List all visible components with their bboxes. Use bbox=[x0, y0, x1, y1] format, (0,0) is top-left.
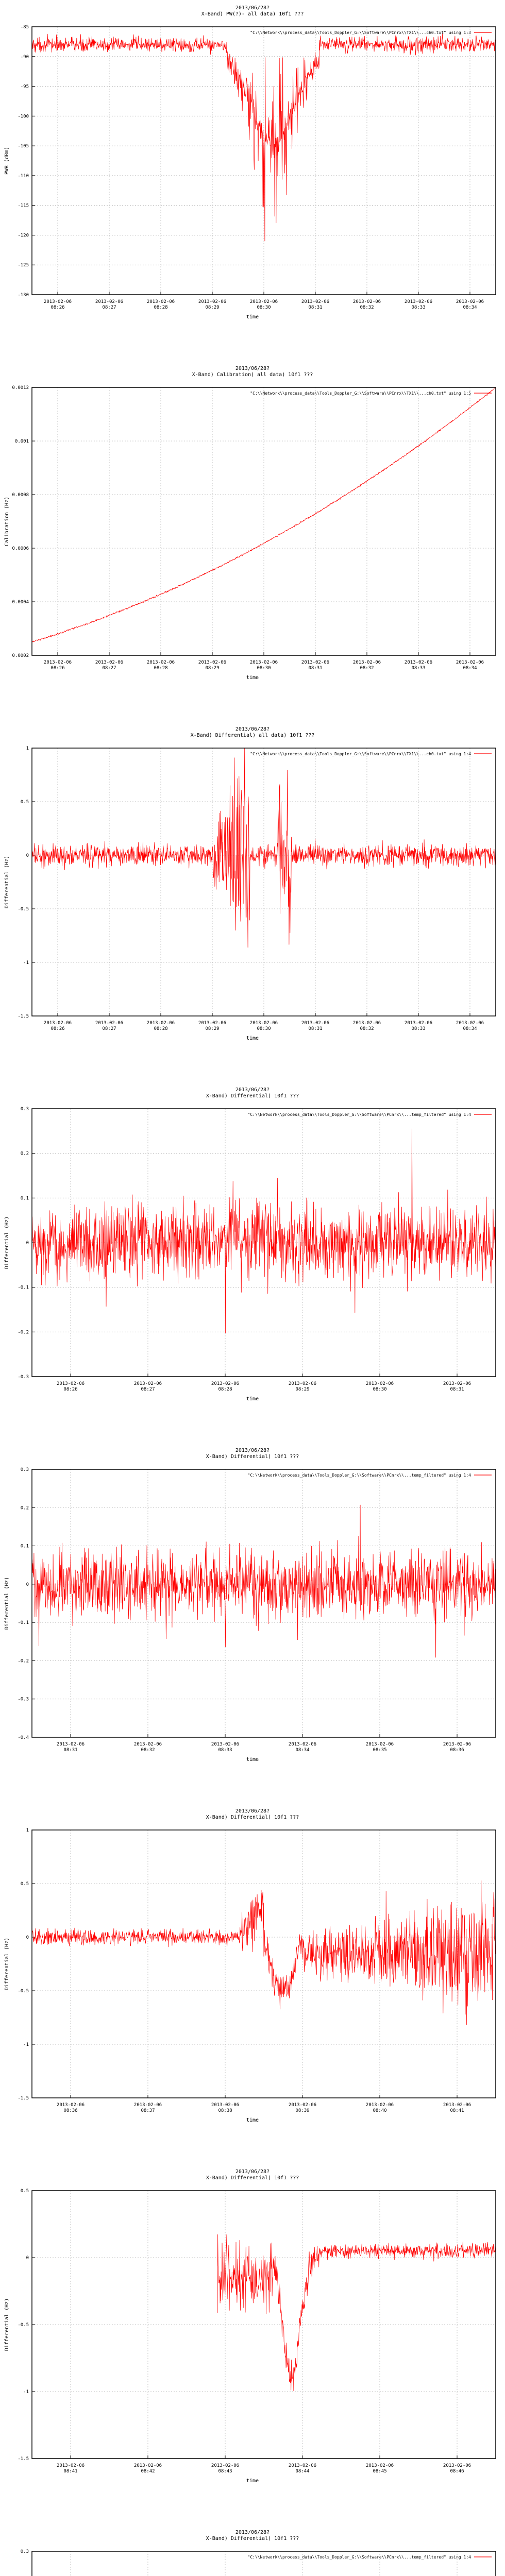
x-tick-label: 2013-02-06 08:32 bbox=[133, 1742, 162, 1753]
y-axis-label: Differential (Hz) bbox=[4, 1577, 10, 1630]
x-tick-label: 2013-02-06 08:29 bbox=[198, 660, 227, 671]
y-tick-label: -0.3 bbox=[18, 1375, 29, 1380]
y-tick-label: 0.0012 bbox=[12, 385, 29, 391]
y-tick-label: 0 bbox=[26, 853, 29, 858]
x-tick-label: 2013-02-06 08:39 bbox=[288, 2103, 317, 2113]
chart-subtitle: X-Band) Differential) 10f1 ??? bbox=[206, 1454, 299, 1460]
y-axis-label: PWR (dBm) bbox=[4, 146, 10, 175]
x-tick-label: 2013-02-06 08:43 bbox=[211, 2463, 240, 2474]
x-tick-label: 2013-02-06 08:34 bbox=[288, 1742, 317, 1753]
y-tick-label: -0.2 bbox=[18, 1658, 29, 1664]
chart-title: 2013/06/28? bbox=[235, 366, 270, 371]
y-tick-label: 0.3 bbox=[20, 1467, 29, 1472]
y-tick-label: 0 bbox=[26, 1935, 29, 1940]
y-tick-label: -0.5 bbox=[18, 2323, 29, 2328]
y-tick-label: 0.001 bbox=[14, 439, 29, 444]
x-tick-label: 2013-02-06 08:45 bbox=[365, 2463, 394, 2474]
y-tick-label: 0.1 bbox=[20, 1196, 29, 1201]
x-axis-label: time bbox=[246, 1396, 259, 1402]
chart-subtitle: X-Band) Differential) all data) 10f1 ??? bbox=[190, 733, 315, 738]
x-tick-label: 2013-02-06 08:38 bbox=[211, 2103, 240, 2113]
x-tick-label: 2013-02-06 08:33 bbox=[404, 660, 433, 671]
x-tick-label: 2013-02-06 08:26 bbox=[43, 1021, 72, 1031]
x-tick-label: 2013-02-06 08:41 bbox=[443, 2103, 472, 2113]
x-tick-label: 2013-02-06 08:27 bbox=[95, 660, 124, 671]
x-tick-label: 2013-02-06 08:26 bbox=[43, 299, 72, 310]
chart-subtitle: X-Band) PW(?)- all data) 10f1 ??? bbox=[201, 11, 304, 17]
x-tick-label: 2013-02-06 08:26 bbox=[56, 1381, 85, 1392]
plot-frame bbox=[32, 1469, 496, 1737]
y-axis-label: Calibration (Hz) bbox=[4, 496, 10, 547]
y-tick-label: -1.5 bbox=[18, 2096, 29, 2101]
x-tick-label: 2013-02-06 08:35 bbox=[365, 1742, 394, 1753]
chart-title: 2013/06/28? bbox=[235, 1808, 270, 1814]
x-tick-label: 2013-02-06 08:27 bbox=[95, 299, 124, 310]
data-series-line bbox=[32, 1129, 496, 1333]
chart-title: 2013/06/28? bbox=[235, 1087, 270, 1093]
chart-title: 2013/06/28? bbox=[235, 2169, 270, 2175]
y-axis-label: Differential (Hz) bbox=[4, 855, 10, 909]
y-tick-label: -105 bbox=[18, 144, 29, 149]
chart-subtitle: X-Band) Differential) 10f1 ??? bbox=[206, 1093, 299, 1099]
y-tick-label: 0.0008 bbox=[12, 493, 29, 498]
y-tick-label: -115 bbox=[18, 203, 29, 209]
y-tick-label: -125 bbox=[18, 263, 29, 268]
legend-label: "C:\\Network\\process_data\\Tools_Doppler_G:\\Software\\PCnrx\\TX1\\...ch0.txt" using 1:4 bbox=[250, 752, 471, 756]
x-tick-label: 2013-02-06 08:36 bbox=[56, 2103, 85, 2113]
x-tick-label: 2013-02-06 08:27 bbox=[95, 1021, 124, 1031]
y-tick-label: 0.3 bbox=[20, 2549, 29, 2554]
chart-panel bbox=[4, 726, 496, 1041]
x-tick-label: 2013-02-06 08:30 bbox=[249, 299, 278, 310]
x-tick-label: 2013-02-06 08:28 bbox=[211, 1381, 240, 1392]
chart-panel bbox=[4, 2530, 496, 2576]
chart-panel bbox=[4, 5, 496, 320]
x-tick-label: 2013-02-06 08:29 bbox=[288, 1381, 317, 1392]
y-tick-label: -0.4 bbox=[18, 1735, 29, 1740]
y-tick-label: -0.1 bbox=[18, 1620, 29, 1626]
x-tick-label: 2013-02-06 08:32 bbox=[352, 299, 381, 310]
y-tick-label: 0.0006 bbox=[12, 546, 29, 551]
legend-label: "C:\\Network\\process_data\\Tools_Doppler_G:\\Software\\PCnrx\\TX1\\...ch0.txt" using 1:5 bbox=[250, 391, 471, 396]
y-tick-label: 0.5 bbox=[20, 1882, 29, 1887]
legend-label: "C:\\Network\\process_data\\Tools_Doppler_G:\\Software\\PCnrx\\...temp_filtered" using 1:4 bbox=[247, 1112, 471, 1117]
x-tick-label: 2013-02-06 08:31 bbox=[301, 299, 330, 310]
y-axis-label: Differential (Hz) bbox=[4, 2298, 10, 2351]
x-tick-label: 2013-02-06 08:34 bbox=[456, 660, 484, 671]
y-tick-label: 0.0002 bbox=[12, 653, 29, 658]
data-series-line bbox=[217, 2234, 496, 2391]
x-tick-label: 2013-02-06 08:29 bbox=[198, 1021, 227, 1031]
y-tick-label: 1 bbox=[26, 746, 29, 751]
y-tick-label: 0 bbox=[26, 2256, 29, 2261]
y-tick-label: -130 bbox=[18, 293, 29, 298]
y-tick-label: 0.2 bbox=[20, 1151, 29, 1157]
y-tick-label: -1 bbox=[23, 2389, 29, 2395]
chart-panel bbox=[4, 366, 496, 681]
x-tick-label: 2013-02-06 08:26 bbox=[43, 660, 72, 671]
y-tick-label: -0.1 bbox=[18, 1285, 29, 1291]
y-tick-label: -1.5 bbox=[18, 2456, 29, 2462]
x-tick-label: 2013-02-06 08:31 bbox=[56, 1742, 85, 1753]
chart-panel bbox=[4, 1448, 496, 1762]
x-tick-label: 2013-02-06 08:33 bbox=[404, 299, 433, 310]
chart-title: 2013/06/28? bbox=[235, 726, 270, 732]
chart-panel bbox=[4, 2169, 496, 2484]
x-tick-label: 2013-02-06 08:28 bbox=[146, 1021, 175, 1031]
chart-subtitle: X-Band) Calibration) all data) 10f1 ??? bbox=[192, 372, 313, 378]
x-axis-label: time bbox=[246, 2117, 259, 2123]
legend-label: "C:\\Network\\process_data\\Tools_Doppler_G:\\Software\\PCnrx\\...temp_filtered" using 1:4 bbox=[247, 1473, 471, 1478]
x-tick-label: 2013-02-06 08:34 bbox=[456, 1021, 484, 1031]
chart-subtitle: X-Band) Differential) 10f1 ??? bbox=[206, 2175, 299, 2181]
y-tick-label: 0.2 bbox=[20, 1505, 29, 1511]
data-series-line bbox=[32, 1505, 496, 1657]
x-tick-label: 2013-02-06 08:31 bbox=[301, 660, 330, 671]
x-tick-label: 2013-02-06 08:28 bbox=[146, 660, 175, 671]
legend-label: "C:\\Network\\process_data\\Tools_Doppler_G:\\Software\\PCnrx\\...temp_filtered" using 1:4 bbox=[247, 2555, 471, 2560]
legend-label: "C:\\Network\\process_data\\Tools_Doppler_G:\\Software\\PCnrx\\TX1\\...ch0.txt" using 1:3 bbox=[250, 30, 471, 35]
x-axis-label: time bbox=[246, 1757, 259, 1762]
chart-title: 2013/06/28? bbox=[235, 1448, 270, 1453]
x-tick-label: 2013-02-06 08:31 bbox=[301, 1021, 330, 1031]
y-tick-label: -0.2 bbox=[18, 1330, 29, 1335]
chart-title: 2013/06/28? bbox=[235, 5, 270, 11]
x-tick-label: 2013-02-06 08:33 bbox=[211, 1742, 240, 1753]
x-tick-label: 2013-02-06 08:44 bbox=[288, 2463, 317, 2474]
data-series-line bbox=[32, 1880, 496, 2025]
x-tick-label: 2013-02-06 08:32 bbox=[352, 660, 381, 671]
y-tick-label: 0 bbox=[26, 1582, 29, 1587]
y-tick-label: -120 bbox=[18, 233, 29, 239]
data-series-line bbox=[32, 748, 496, 947]
y-tick-label: -110 bbox=[18, 173, 29, 179]
chart-title: 2013/06/28? bbox=[235, 2530, 270, 2535]
chart-subtitle: X-Band) Differential) 10f1 ??? bbox=[206, 2536, 299, 2541]
x-tick-label: 2013-02-06 08:33 bbox=[404, 1021, 433, 1031]
chart-panel bbox=[4, 1808, 496, 2123]
x-tick-label: 2013-02-06 08:30 bbox=[249, 1021, 278, 1031]
x-tick-label: 2013-02-06 08:42 bbox=[133, 2463, 162, 2474]
x-tick-label: 2013-02-06 08:31 bbox=[443, 1381, 472, 1392]
x-axis-label: time bbox=[246, 1036, 259, 1041]
y-tick-label: -85 bbox=[20, 25, 29, 30]
y-tick-label: 0 bbox=[26, 1241, 29, 1246]
x-tick-label: 2013-02-06 08:30 bbox=[249, 660, 278, 671]
y-tick-label: -1 bbox=[23, 2042, 29, 2047]
x-tick-label: 2013-02-06 08:27 bbox=[133, 1381, 162, 1392]
y-tick-label: -0.3 bbox=[18, 1697, 29, 1702]
x-tick-label: 2013-02-06 08:36 bbox=[443, 1742, 472, 1753]
y-axis-label: Differential (Hz) bbox=[4, 1216, 10, 1269]
x-tick-label: 2013-02-06 08:41 bbox=[56, 2463, 85, 2474]
x-tick-label: 2013-02-06 08:40 bbox=[365, 2103, 394, 2113]
y-tick-label: 0.0004 bbox=[12, 600, 29, 605]
y-tick-label: 0.3 bbox=[20, 1107, 29, 1112]
y-tick-label: 1 bbox=[26, 1828, 29, 1833]
chart-subtitle: X-Band) Differential) 10f1 ??? bbox=[206, 1815, 299, 1820]
y-tick-label: -90 bbox=[20, 54, 29, 60]
y-tick-label: 0.1 bbox=[20, 1544, 29, 1549]
chart-panel bbox=[4, 1087, 496, 1402]
x-axis-label: time bbox=[246, 2478, 259, 2484]
y-tick-label: -1.5 bbox=[18, 1014, 29, 1019]
y-tick-label: -95 bbox=[20, 84, 29, 90]
x-tick-label: 2013-02-06 08:29 bbox=[198, 299, 227, 310]
y-tick-label: -1 bbox=[23, 960, 29, 965]
x-tick-label: 2013-02-06 08:34 bbox=[456, 299, 484, 310]
y-tick-label: -0.5 bbox=[18, 907, 29, 912]
y-axis-label: Differential (Hz) bbox=[4, 1937, 10, 1991]
y-tick-label: 0.5 bbox=[20, 2189, 29, 2194]
x-tick-label: 2013-02-06 08:37 bbox=[133, 2103, 162, 2113]
y-tick-label: -0.5 bbox=[18, 1989, 29, 1994]
x-tick-label: 2013-02-06 08:46 bbox=[443, 2463, 472, 2474]
x-axis-label: time bbox=[246, 675, 259, 681]
x-axis-label: time bbox=[246, 314, 259, 320]
x-tick-label: 2013-02-06 08:28 bbox=[146, 299, 175, 310]
x-tick-label: 2013-02-06 08:32 bbox=[352, 1021, 381, 1031]
y-tick-label: 0.5 bbox=[20, 800, 29, 805]
y-tick-label: -100 bbox=[18, 114, 29, 120]
x-tick-label: 2013-02-06 08:30 bbox=[365, 1381, 394, 1392]
